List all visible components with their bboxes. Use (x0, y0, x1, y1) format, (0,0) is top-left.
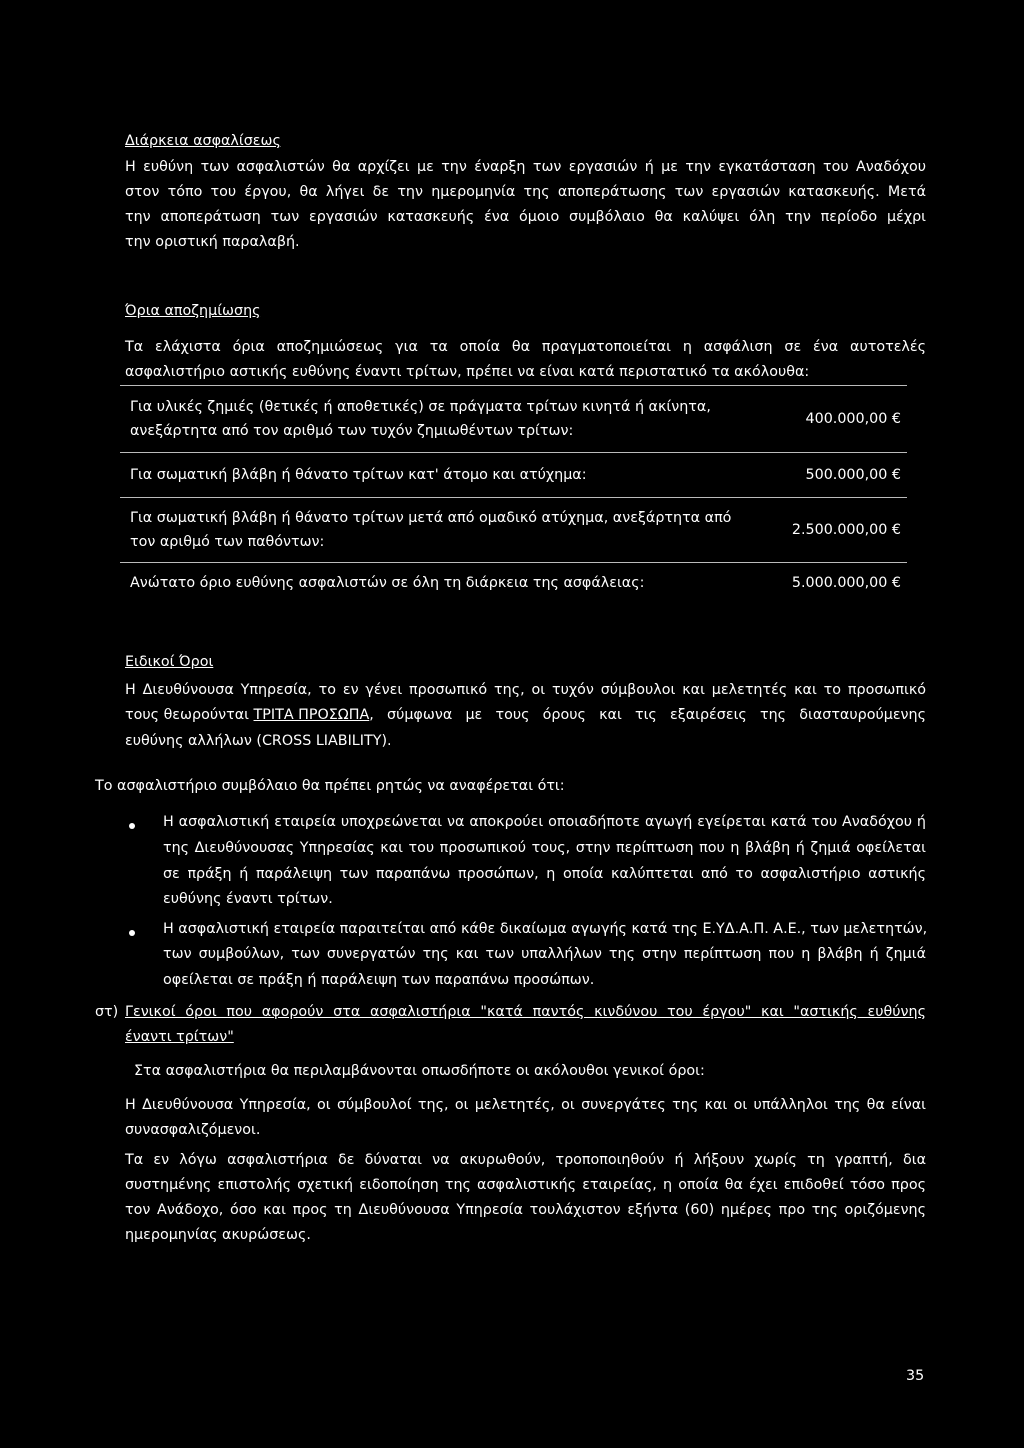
paragraph-line: ασφαλιστήριο αστικής ευθύνης έναντι τρίτων, πρέπει να είναι κατά περιστατικό τα ακόλουθα: (125, 364, 810, 380)
bullet-line: οφείλεται σε πράξη ή παράλειψη των παραπάνω προσώπων. (163, 972, 595, 988)
limit-amount: 5.000.000,00 € (782, 563, 907, 604)
table-row (120, 498, 907, 563)
third-parties-term: ΤΡΙΤΑ ΠΡΟΣΩΠΑ (253, 707, 370, 723)
paragraph-text-post: , σύμφωνα με τους όρους και τις εξαιρέσεις της διασταυρούμενης (369, 707, 926, 723)
limit-amount: 500.000,00 € (782, 453, 907, 498)
limit-description (120, 498, 782, 563)
paragraph-line: την οριστική παραλαβή. (125, 234, 300, 250)
paragraph-line: στον τόπο του έργου, θα λήγει δε την ημερομηνία της αποπεράτωσης των εργασιών κατασκευής. Μετά (125, 184, 926, 200)
page-number: 35 (906, 1368, 925, 1384)
section-heading-compensation-limits: Όρια αποζημίωσης (125, 303, 261, 319)
section-heading-general-terms: Γενικοί όροι που αφορούν στα ασφαλιστήρια "κατά παντός κινδύνου του έργου" και "αστικής ευθύνης (125, 1004, 926, 1020)
paragraph-line: Η ευθύνη των ασφαλιστών θα αρχίζει με την έναρξη των εργασιών ή με την εγκατάσταση του Αναδόχου (125, 159, 926, 175)
paragraph-line (125, 707, 926, 723)
bullet-icon (129, 823, 135, 829)
section-heading-general-terms-cont: έναντι τρίτων" (125, 1029, 234, 1045)
limit-description-line: Για υλικές ζημιές (θετικές ή αποθετικές) σε πράγματα τρίτων κινητά ή ακίνητα, (130, 399, 711, 415)
bullet-line: της Διευθύνουσας Υπηρεσίας και του προσωπικού τους, στην περίπτωση που η βλάβη ή ζημιά οφείλεται (163, 840, 926, 856)
paragraph-line: συστημένης επιστολής σχετική ειδοποίηση της ασφαλιστικής εταιρείας, η οποία θα έχει επιδοθεί τόσο προς (125, 1177, 926, 1193)
limit-description-line: τον αριθμό των παθόντων: (130, 534, 325, 550)
limit-amount: 400.000,00 € (782, 386, 907, 453)
paragraph-line: Τα εν λόγω ασφαλιστήρια δε δύναται να ακυρωθούν, τροποποιηθούν ή λήξουν χωρίς τη γραπτή, δια (125, 1152, 926, 1168)
paragraph-text-pre: τους θεωρούνται (125, 707, 249, 723)
paragraph-line: ευθύνης αλλήλων (CROSS LIABILITY). (125, 733, 392, 749)
table-row (120, 453, 907, 498)
limit-amount: 2.500.000,00 € (782, 498, 907, 563)
bullet-line: Η ασφαλιστική εταιρεία υποχρεώνεται να αποκρούει οποιαδήποτε αγωγή εγείρεται κατά του Αναδόχου ή (163, 814, 926, 830)
section-heading-special-terms: Ειδικοί Όροι (125, 654, 214, 670)
bullet-line: των συμβούλων, των συνεργατών της και των υπαλλήλων της στην περίπτωση που η βλάβη ή ζημιά (163, 946, 926, 962)
section-heading-insurance-duration: Διάρκεια ασφαλίσεως (125, 133, 281, 149)
limit-description-line: ανεξάρτητα από τον αριθμό των τυχόν ζημιωθέντων τρίτων: (130, 423, 574, 439)
paragraph-line: Η Διευθύνουσα Υπηρεσία, οι σύμβουλοί της, οι μελετητές, οι συνεργάτες της και οι υπάλληλοι της θα είναι (125, 1097, 926, 1113)
contract-intro: Το ασφαλιστήριο συμβόλαιο θα πρέπει ρητώς να αναφέρεται ότι: (95, 778, 565, 794)
limit-description-line: Ανώτατο όριο ευθύνης ασφαλιστών σε όλη τη διάρκεια της ασφάλειας: (130, 575, 645, 591)
bullet-icon (129, 930, 135, 936)
bullet-line: ευθύνης έναντι τρίτων. (163, 891, 333, 907)
limit-description-line: Για σωματική βλάβη ή θάνατο τρίτων κατ' άτομο και ατύχημα: (130, 467, 587, 483)
paragraph-line: ημερομηνίας ακυρώσεως. (125, 1227, 311, 1243)
limit-description-line: Για σωματική βλάβη ή θάνατο τρίτων μετά από ομαδικό ατύχημα, ανεξάρτητα από (130, 510, 732, 526)
paragraph-line: Η Διευθύνουσα Υπηρεσία, το εν γένει προσωπικό της, οι τυχόν σύμβουλοι και μελετητές και το προσωπικό (125, 682, 926, 698)
bullet-line: Η ασφαλιστική εταιρεία παραιτείται από κάθε δικαίωμα αγωγής κατά της Ε.ΥΔ.Α.Π. Α.Ε., των μελετητών, (163, 921, 928, 937)
paragraph-line: Τα ελάχιστα όρια αποζημιώσεως για τα οποία θα πραγματοποιείται η ασφάλιση σε ένα αυτοτελές (125, 339, 926, 355)
paragraph-line: την αποπεράτωση των εργασιών κατασκευής ένα όμοιο συμβόλαιο θα καλύψει όλη την περίοδο μέχρι (125, 209, 926, 225)
limit-description (120, 563, 782, 604)
paragraph-line: τον Ανάδοχο, όσο και προς τη Διευθύνουσα Υπηρεσία τουλάχιστον εξήντα (60) ημέρες προ της οριζόμενης (125, 1202, 926, 1218)
list-label: στ) (95, 1004, 119, 1020)
table-row (120, 563, 907, 604)
table-row (120, 386, 907, 453)
limit-description (120, 453, 782, 498)
limit-description (120, 386, 782, 453)
limits-table (120, 385, 907, 603)
paragraph-line: Στα ασφαλιστήρια θα περιλαμβάνονται οπωσδήποτε οι ακόλουθοι γενικοί όροι: (134, 1063, 705, 1079)
paragraph-line: συνασφαλιζόμενοι. (125, 1122, 261, 1138)
paragraph-text (125, 707, 369, 723)
bullet-line: σε πράξη ή παράλειψη των παραπάνω προσώπων, η οποία καλύπτεται από το ασφαλιστήριο αστικής (163, 866, 926, 882)
